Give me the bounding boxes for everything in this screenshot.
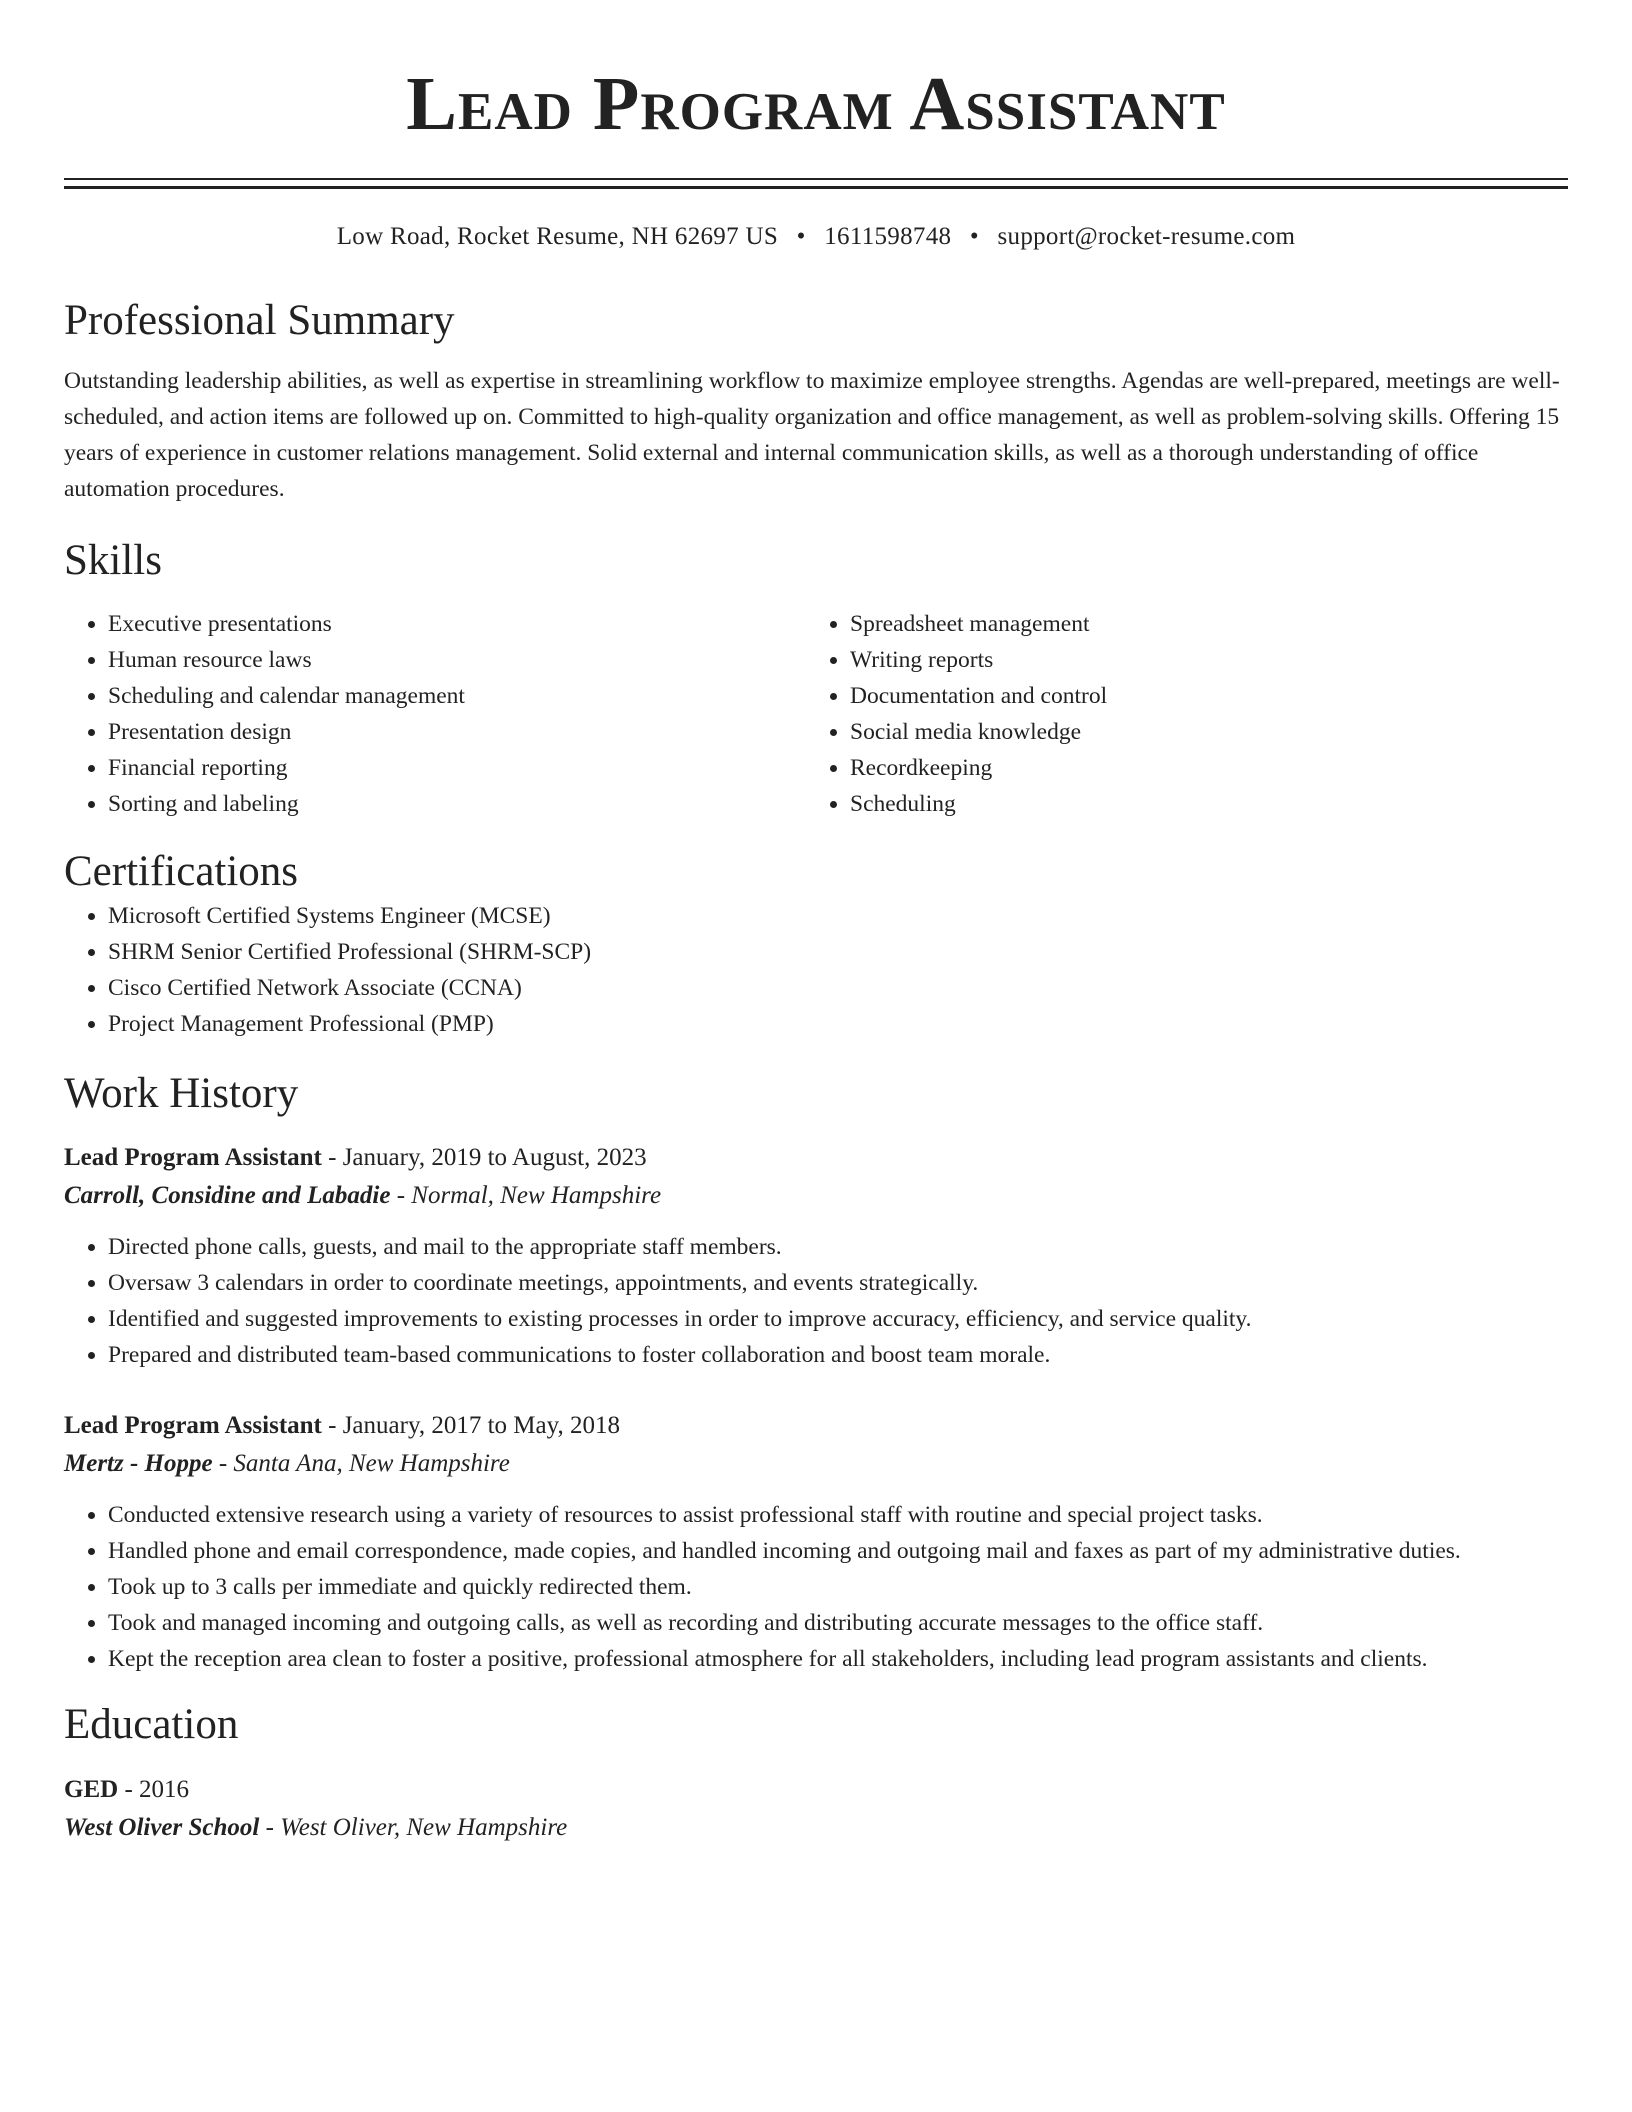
education-entry: [64, 1771, 1568, 1847]
job-title-line: [64, 1407, 1568, 1445]
contact-line: [64, 223, 1568, 251]
certifications-list: [64, 898, 1568, 1042]
skills-heading: Skills: [64, 536, 162, 584]
job-title-line: [64, 1139, 1568, 1177]
job-entry: [64, 1407, 1568, 1677]
education-location: - West Oliver, New Hampshire: [259, 1813, 568, 1841]
skill-item: • Social media knowledge: [850, 714, 1548, 750]
summary-heading: Professional Summary: [64, 297, 455, 344]
skill-item: • Executive presentations: [108, 606, 806, 642]
job-duty: • Conducted extensive research using a variety of resources to assist professional staff with routine and special project tasks.: [108, 1497, 1568, 1533]
skills-column-right: [806, 606, 1548, 822]
skills-grid: [64, 606, 1568, 822]
skill-item: • Presentation design: [108, 714, 806, 750]
job-duty: • Took and managed incoming and outgoing calls, as well as recording and distributing accurate messages to the office staff.: [108, 1605, 1568, 1641]
job-duty: • Handled phone and email correspondence, made copies, and handled incoming and outgoing mail and faxes as part of my administrative duties.: [108, 1533, 1568, 1569]
job-title: Lead Program Assistant: [64, 1144, 322, 1172]
summary-text: Outstanding leadership abilities, as well as expertise in streamlining workflow to maximize employee strengths. Agendas are well-prepared, meetings are well-scheduled, and action items are followed up on. Committed to high-quality organization and office management, as well as problem-solving skills. Offering 15 years of experience in customer relations management. Solid external and internal communication skills, as well as a thorough understanding of office automation procedures.: [64, 367, 1560, 502]
job-company-line: [64, 1445, 1568, 1483]
skill-item: • Human resource laws: [108, 642, 806, 678]
skill-item: • Financial reporting: [108, 750, 806, 786]
contact-address: Low Road, Rocket Resume, NH 62697 US: [336, 223, 779, 250]
contact-email: support@rocket-resume.com: [997, 223, 1296, 250]
job-dates: - January, 2019 to August, 2023: [321, 1144, 647, 1172]
job-duty: • Oversaw 3 calendars in order to coordinate meetings, appointments, and events strategically.: [108, 1265, 1568, 1301]
job-duty: • Directed phone calls, guests, and mail to the appropriate staff members.: [108, 1229, 1568, 1265]
education-school: West Oliver School: [64, 1813, 260, 1841]
contact-separator: •: [796, 223, 806, 250]
skill-item: • Scheduling: [850, 786, 1548, 822]
certification-item: • Microsoft Certified Systems Engineer (MCSE): [108, 898, 1568, 934]
job-company: Mertz - Hoppe: [64, 1450, 213, 1478]
education-heading: Education: [64, 1701, 239, 1749]
education-school-line: [64, 1809, 1568, 1847]
skill-item: • Spreadsheet management: [850, 606, 1548, 642]
certification-item: • SHRM Senior Certified Professional (SHRM-SCP): [108, 934, 1568, 970]
skill-item: • Recordkeeping: [850, 750, 1548, 786]
job-company: Carroll, Considine and Labadie: [64, 1182, 391, 1210]
contact-phone: 1611598748: [824, 223, 952, 250]
work-history-heading: Work History: [64, 1069, 299, 1117]
job-title: Lead Program Assistant: [64, 1412, 322, 1440]
job-duty: • Prepared and distributed team-based communications to foster collaboration and boost team morale.: [108, 1337, 1568, 1373]
education-degree-line: [64, 1771, 1568, 1809]
job-duty: • Took up to 3 calls per immediate and quickly redirected them.: [108, 1569, 1568, 1605]
certifications-heading: Certifications: [64, 848, 299, 896]
job-duties: [64, 1229, 1568, 1373]
job-company-line: [64, 1177, 1568, 1215]
skill-item: • Sorting and labeling: [108, 786, 806, 822]
job-location: - Normal, New Hampshire: [390, 1182, 662, 1210]
job-duty: • Identified and suggested improvements to existing processes in order to improve accuracy, efficiency, and service quality.: [108, 1301, 1568, 1337]
header-divider: [64, 178, 1568, 189]
contact-separator: •: [969, 223, 979, 250]
certification-item: • Project Management Professional (PMP): [108, 1006, 1568, 1042]
candidate-name: Lead Program Assistant: [406, 62, 1226, 146]
job-dates: - January, 2017 to May, 2018: [321, 1412, 620, 1440]
skill-item: • Writing reports: [850, 642, 1548, 678]
education-year: - 2016: [118, 1775, 190, 1803]
skill-item: • Scheduling and calendar management: [108, 678, 806, 714]
job-duty: • Kept the reception area clean to foster a positive, professional atmosphere for all stakeholders, including lead program assistants and clients.: [108, 1641, 1568, 1677]
skill-item: • Documentation and control: [850, 678, 1548, 714]
education-degree: GED: [64, 1775, 119, 1803]
certification-item: • Cisco Certified Network Associate (CCNA): [108, 970, 1568, 1006]
job-duties: [64, 1497, 1568, 1677]
job-entry: [64, 1139, 1568, 1373]
skills-column-left: [64, 606, 806, 822]
job-location: - Santa Ana, New Hampshire: [212, 1450, 510, 1478]
